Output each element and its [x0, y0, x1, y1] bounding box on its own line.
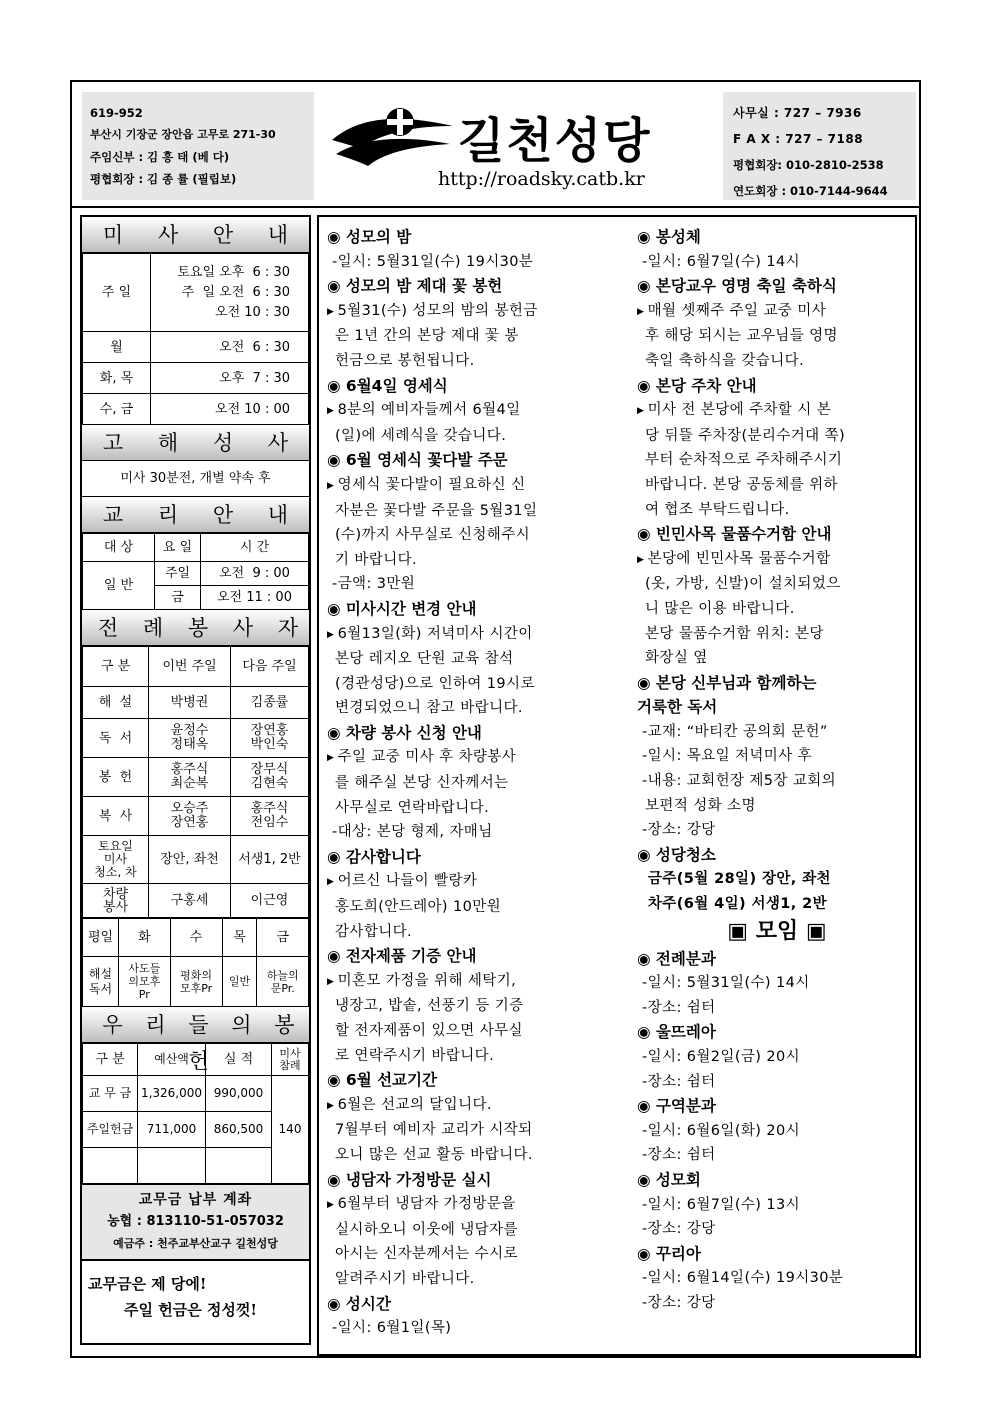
mass-time: 오전 10 : 30 — [215, 304, 290, 320]
liturgy-next: 장연홍 박인숙 — [231, 719, 309, 758]
notice-line: -일시: 6월14일(수) 19시30분 — [637, 1270, 844, 1287]
notice-line: 니 많은 이용 바랍니다. — [645, 600, 795, 617]
bullet-icon: ▶ — [327, 480, 338, 491]
notice-heading: ◉ 차량 봉사 신청 안내 — [327, 723, 482, 742]
notice-text: 주일 교중 미사 후 차량봉사 — [337, 749, 517, 766]
notice-line: (일)에 세례식을 갖습니다. — [335, 427, 507, 444]
notice-line: -장소: 쉼터 — [637, 1147, 716, 1164]
notice-heading: ◉ 미사시간 변경 안내 — [327, 599, 477, 618]
notice-line: 화장실 옆 — [645, 650, 708, 667]
liturgy-role: 해 설 — [83, 687, 149, 719]
liturgy-next: 김종률 — [231, 687, 309, 719]
fax: F A X : 727 – 7188 — [733, 132, 864, 146]
slogan-line: 교무금은 제 당에! — [88, 1275, 207, 1293]
notice-text: 6월은 선교의 달입니다. — [337, 1096, 492, 1113]
notice-heading: ◉ 꾸리아 — [637, 1244, 701, 1263]
notice-line: -금액: 3만원 — [327, 576, 416, 593]
notice-heading: ◉ 전자제품 기증 안내 — [327, 947, 477, 966]
weekday-label: 해설 독서 — [83, 957, 119, 1007]
notice-line — [327, 299, 607, 325]
address: 부산시 기장군 장안읍 고무로 271-30 — [90, 128, 276, 141]
col-header: 화 — [119, 919, 171, 957]
notice-heading: ◉ 본당교우 영명 축일 축하식 — [637, 277, 837, 296]
notice-line: 냉장고, 밥솥, 선풍기 등 기증 — [335, 998, 524, 1015]
offering-budget: 1,326,000 — [138, 1076, 206, 1112]
bullet-icon: ▶ — [327, 976, 338, 987]
notice-line: 알려주시기 바랍니다. — [335, 1270, 475, 1287]
notice-heading: ◉ 성당청소 — [637, 845, 716, 864]
notice-text: 매월 셋째주 주일 교중 미사 — [647, 302, 827, 319]
bullet-icon: ▶ — [327, 1200, 338, 1211]
left-column — [80, 215, 311, 1345]
col-header: 이번 주일 — [149, 647, 231, 687]
liturgy-role: 차량 봉사 — [83, 884, 149, 918]
notice-line: 은 1년 간의 본당 제대 꽃 봉 — [335, 328, 519, 345]
notices-panel — [317, 215, 917, 1356]
bullet-icon: ▶ — [637, 406, 648, 417]
notice-heading: ◉ 울뜨레아 — [637, 1023, 716, 1042]
liturgy-next: 홍주식 전임수 — [231, 797, 309, 836]
bullet-icon: ▶ — [327, 629, 338, 640]
catechism-time: 오전 11 : 00 — [201, 586, 309, 610]
offering-label: 교 무 금 — [83, 1076, 138, 1112]
notice-line: -장소: 강당 — [637, 822, 716, 839]
col-header: 대 상 — [83, 534, 155, 562]
header-info-right — [723, 92, 916, 200]
header — [72, 82, 919, 208]
office-phone: 사무실 : 727 – 7936 — [733, 106, 862, 120]
notice-heading: ◉ 성모회 — [637, 1170, 701, 1189]
notice-line: 로 연락주시기 바랍니다. — [335, 1047, 495, 1064]
account-title: 교무금 납부 계좌 — [138, 1192, 253, 1208]
notice-line: 당 뒤뜰 주차장(분리수거대 쪽) — [645, 427, 846, 444]
notice-line: 자분은 꽃다발 주문을 5월31일 — [335, 502, 538, 519]
notice-heading: ◉ 6월4일 영세식 — [327, 376, 448, 395]
notice-line — [327, 622, 607, 648]
catechism-table — [82, 533, 309, 610]
notice-heading: 거룩한 독서 — [637, 698, 718, 717]
bullet-icon: ▶ — [327, 1100, 338, 1111]
bulletin-page — [70, 80, 921, 1358]
col-header: 실 적 — [206, 1044, 272, 1076]
liturgy-next: 서생1, 2반 — [231, 836, 309, 884]
notice-heading: ◉ 감사합니다 — [327, 847, 421, 866]
notice-line — [637, 299, 917, 325]
notice-line: 헌금으로 봉헌됩니다. — [335, 352, 475, 369]
catechism-day: 금 — [155, 586, 201, 610]
notice-line: 변경되었으니 참고 바랍니다. — [335, 700, 523, 717]
notice-line: (경관성당)으로 인하여 19시로 — [335, 675, 535, 692]
notice-line: 7월부터 예비자 교리가 시작되 — [335, 1122, 533, 1139]
notice-heading: ◉ 봉성체 — [637, 228, 701, 246]
weekday-value: 평화의 모후Pr — [170, 957, 222, 1007]
col-header: 구 분 — [83, 1044, 138, 1076]
slogan — [82, 1259, 309, 1333]
weekday-value: 하늘의 문Pr. — [257, 957, 309, 1007]
col-header: 미사 참례 — [272, 1044, 309, 1076]
notice-line: 를 해주실 본당 신자께서는 — [335, 775, 509, 792]
col-header: 평일 — [83, 919, 119, 957]
liturgy-next: 이근영 — [231, 884, 309, 918]
col-header: 예산액 — [138, 1044, 206, 1076]
notices-column-2 — [637, 225, 917, 1316]
bullet-icon: ▶ — [327, 306, 338, 317]
notice-line: -일시: 6월7일(수) 14시 — [637, 253, 801, 270]
mass-time: 토요일 오후 6 : 30 — [177, 264, 290, 280]
liturgy-this: 박병권 — [149, 687, 231, 719]
notice-heading: ◉ 성모의 밤 제대 꽃 봉헌 — [327, 277, 503, 296]
offering-actual: 990,000 — [206, 1076, 272, 1112]
notice-text: 미혼모 가정을 위해 세탁기, — [337, 972, 517, 989]
notice-line: -일시: 6월7일(수) 13시 — [637, 1196, 801, 1213]
account-box — [82, 1184, 309, 1259]
notice-text: 5월31(수) 성모의 밤의 봉헌금 — [337, 302, 538, 319]
account-number: 농협 : 813110-51-057032 — [107, 1214, 284, 1229]
weekday-value: 일반 — [222, 957, 257, 1007]
catechism-day: 주일 — [155, 562, 201, 586]
liturgy-title: 전 례 봉 사 자 — [82, 610, 309, 646]
mass-day: 화, 목 — [83, 363, 151, 394]
parish-name: 길천성당 — [458, 113, 652, 169]
notice-heading: ◉ 빈민사목 물품수거함 안내 — [637, 525, 832, 544]
col-header: 수 — [170, 919, 222, 957]
weekday-lector-table — [82, 918, 309, 1007]
notice-heading: ◉ 본당 주차 안내 — [637, 376, 757, 395]
notice-line: 오니 많은 선교 활동 바랍니다. — [335, 1146, 533, 1163]
liturgy-role: 봉 헌 — [83, 758, 149, 797]
col-header: 금 — [257, 919, 309, 957]
notice-line: (옷, 가방, 신발)이 설치되었으 — [645, 576, 841, 593]
notice-text: 6월부터 냉담자 가정방문을 — [337, 1196, 516, 1213]
col-header: 목 — [222, 919, 257, 957]
notice-line: -내용: 교회헌장 제5장 교회의 — [637, 773, 837, 790]
notice-text: 어르신 나들이 빨랑카 — [337, 873, 478, 890]
notice-line: 여 협조 부탁드립니다. — [645, 501, 790, 518]
offering-label: 주일헌금 — [83, 1112, 138, 1148]
notice-line: 후 해당 되시는 교우님들 영명 — [645, 328, 838, 345]
mass-table — [82, 253, 309, 425]
notice-heading: ◉ 전례분과 — [637, 949, 716, 968]
notice-line — [327, 473, 607, 499]
notice-text: 미사 전 본당에 주차할 시 본 — [647, 402, 832, 419]
mass-time: 오후 7 : 30 — [151, 363, 309, 394]
notice-line — [327, 969, 607, 995]
notice-line: -장소: 쉼터 — [637, 1073, 716, 1090]
offering-title: 우 리 들 의 봉 헌 — [82, 1007, 309, 1043]
mass-day: 월 — [83, 332, 151, 363]
notice-line — [327, 1192, 607, 1218]
bullet-icon: ▶ — [327, 877, 338, 888]
pastor: 주임신부 : 김 흥 태 (베 다) — [90, 150, 230, 164]
notice-text: 8분의 예비자들께서 6월4일 — [337, 402, 521, 419]
notice-line: 본당 물품수거함 위치: 본당 — [645, 625, 824, 642]
bullet-icon: ▶ — [327, 406, 338, 417]
notice-line: 감사합니다. — [335, 923, 413, 940]
notice-text: 본당에 빈민사목 물품수거함 — [647, 550, 831, 567]
offering-actual: 860,500 — [206, 1112, 272, 1148]
notice-line — [327, 1093, 607, 1119]
empty-cell — [206, 1148, 272, 1184]
liturgy-table — [82, 646, 309, 918]
notice-text: 영세식 꽃다발이 필요하신 신 — [337, 476, 526, 493]
mass-attendance: 140 — [272, 1076, 309, 1184]
mass-time: 오전 6 : 30 — [151, 332, 309, 363]
council-phone: 평협회장: 010-2810-2538 — [733, 158, 884, 172]
notice-line: -장소: 강당 — [637, 1294, 716, 1311]
notice-line: 보편적 성화 소명 — [645, 797, 756, 814]
offering-budget: 711,000 — [138, 1112, 206, 1148]
notice-line: 부터 순차적으로 주차해주시기 — [645, 452, 843, 469]
liturgy-this: 홍주식 최순복 — [149, 758, 231, 797]
youth-phone: 연도회장 : 010-7144-9644 — [733, 184, 888, 198]
notice-heading: ◉ 6월 영세식 꽃다발 주문 — [327, 451, 508, 470]
notice-line: -일시: 6월2일(금) 20시 — [637, 1049, 801, 1065]
notice-heading: ◉ 6월 선교기간 — [327, 1071, 437, 1090]
notice-text: 6월13일(화) 저녁미사 시간이 — [337, 625, 533, 642]
catechism-title: 교 리 안 내 — [82, 497, 309, 533]
slogan-line: 주일 헌금은 정성껏! — [124, 1301, 257, 1319]
bullet-icon: ▶ — [637, 306, 648, 317]
confession-text: 미사 30분전, 개별 약속 후 — [82, 461, 309, 497]
zip-code: 619-952 — [90, 106, 143, 120]
notice-heading: ◉ 성시간 — [327, 1294, 391, 1313]
notice-line: -대상: 본당 형제, 자매님 — [327, 824, 493, 841]
notice-line — [327, 745, 607, 771]
notice-line — [327, 398, 607, 424]
liturgy-role: 독 서 — [83, 719, 149, 758]
notice-line: 사무실로 연락바랍니다. — [335, 799, 490, 816]
liturgy-this: 오승주 장연홍 — [149, 797, 231, 836]
notice-line: 차주(6월 4일) 서생1, 2반 — [637, 896, 828, 913]
notice-line: -일시: 6월1일(목) — [327, 1320, 452, 1337]
notice-line: 금주(5월 28일) 장안, 좌천 — [637, 871, 831, 888]
notice-line: 실시하오니 이웃에 냉담자를 — [335, 1221, 518, 1238]
col-header: 구 분 — [83, 647, 149, 687]
mass-time: 오전 10 : 00 — [151, 394, 309, 425]
sunday-label: 주 일 — [83, 254, 151, 332]
notice-line: -장소: 강당 — [637, 1221, 716, 1238]
empty-cell — [138, 1148, 206, 1184]
mass-title: 미 사 안 내 — [82, 217, 309, 253]
account-holder: 예금주 : 천주교부산교구 길천성당 — [113, 1237, 278, 1250]
liturgy-this: 윤정수 정태옥 — [149, 719, 231, 758]
col-header: 다음 주일 — [231, 647, 309, 687]
notice-heading: ◉ 구역분과 — [637, 1097, 716, 1116]
notice-line: -장소: 쉼터 — [637, 999, 716, 1016]
mass-time: 주 일 오전 6 : 30 — [181, 284, 290, 300]
notice-line: -일시: 6월6일(화) 20시 — [637, 1122, 801, 1139]
notice-line: -일시: 5월31일(수) 14시 — [637, 975, 810, 992]
bullet-icon: ▶ — [637, 554, 648, 565]
notice-line: 바랍니다. 본당 공동체를 위하 — [645, 476, 838, 493]
notice-line: -교재: “바티칸 공의회 문헌” — [637, 723, 828, 740]
notice-heading: ◉ 본당 신부님과 함께하는 — [637, 673, 817, 692]
liturgy-role: 복 사 — [83, 797, 149, 836]
liturgy-this: 장안, 좌천 — [149, 836, 231, 884]
liturgy-next: 장무식 김현숙 — [231, 758, 309, 797]
catechism-group: 일 반 — [83, 562, 155, 610]
notice-line: 아시는 신자분께서는 수시로 — [335, 1246, 518, 1263]
notice-line — [637, 547, 917, 573]
liturgy-this: 구홍세 — [149, 884, 231, 918]
bullet-icon: ▶ — [327, 753, 338, 764]
empty-cell — [83, 1148, 138, 1184]
notice-heading: ◉ 성모의 밤 — [327, 228, 412, 246]
notice-line: 할 전자제품이 있으면 사무실 — [335, 1023, 523, 1039]
notices-column-1 — [327, 225, 607, 1341]
notice-line — [327, 869, 607, 895]
mass-day: 수, 금 — [83, 394, 151, 425]
council-president: 평협회장 : 김 종 률 (필립보) — [90, 172, 237, 186]
confession-title: 고 해 성 사 — [82, 425, 309, 461]
notice-line: 본당 레지오 단원 교육 참석 — [335, 651, 514, 668]
parish-logo-icon — [330, 96, 455, 176]
liturgy-role: 토요일 미사 청소, 차 — [83, 836, 149, 884]
notice-heading: ◉ 냉담자 가정방문 실시 — [327, 1170, 492, 1189]
header-info-left — [82, 92, 314, 200]
catechism-time: 오전 9 : 00 — [201, 562, 309, 586]
notice-line: -일시: 목요일 저녁미사 후 — [637, 748, 813, 765]
col-header: 시 간 — [201, 534, 309, 562]
notice-line — [637, 398, 917, 424]
parish-url[interactable]: http://roadsky.catb.kr — [438, 168, 645, 190]
notice-line: 홍도희(안드레아) 10만원 — [335, 899, 502, 916]
notice-line: -일시: 5월31일(수) 19시30분 — [327, 253, 534, 270]
notice-line: (수)까지 사무실로 신청해주시 — [335, 527, 531, 544]
col-header: 요 일 — [155, 534, 201, 562]
weekday-value: 사도들 의모후 Pr — [119, 957, 171, 1007]
section-heading: ▣ 모임 ▣ — [727, 918, 827, 944]
notice-line: 축일 축하식을 갖습니다. — [645, 352, 805, 369]
notice-line: 기 바랍니다. — [335, 551, 418, 568]
